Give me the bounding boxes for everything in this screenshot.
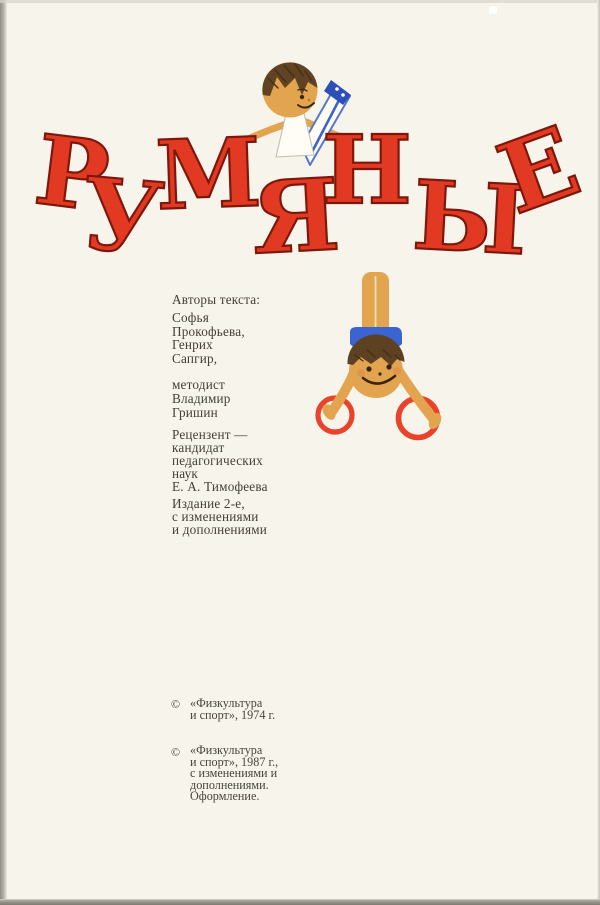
edition-note: Издание 2-е, с изменениями и дополнениями: [172, 496, 268, 538]
scan-edge-top: [0, 0, 600, 3]
methodist-credit: методист Владимир Гришин: [172, 376, 231, 420]
title-letter-5: Ы: [410, 160, 530, 277]
title-letter-3: Я: [248, 156, 343, 278]
copyright-1987: © «Физкультура и спорт», 1987 г., с изменениями и дополнениями. Оформление.: [171, 743, 279, 803]
authors-label: Авторы текста:: [172, 292, 261, 307]
copyright-icon: ©: [171, 745, 181, 759]
copyright-icon: ©: [171, 697, 181, 711]
title-letter-1: У: [77, 155, 168, 279]
scan-edge-bottom: [0, 899, 600, 905]
copyright-1974: © «Физкультура и спорт», 1974 г.: [171, 696, 276, 722]
title-letter-6: Е: [484, 103, 594, 237]
rings-gymnast-illustration: [305, 265, 465, 445]
title-letter-4: Н: [322, 115, 412, 226]
scan-speck: [489, 6, 497, 14]
copyright-block: [171, 697, 341, 803]
title-letter-0: Р: [29, 113, 115, 234]
credits-block: [172, 293, 322, 536]
title-letter-2: М: [154, 117, 264, 232]
reviewer-credit: Рецензент — кандидат педагогических нау́к Е. А. Тимофеева: [172, 427, 268, 495]
authors-names: Софья Прокофьева, Генрих Сапгир,: [172, 309, 245, 367]
scan-edge-left: [0, 0, 7, 905]
